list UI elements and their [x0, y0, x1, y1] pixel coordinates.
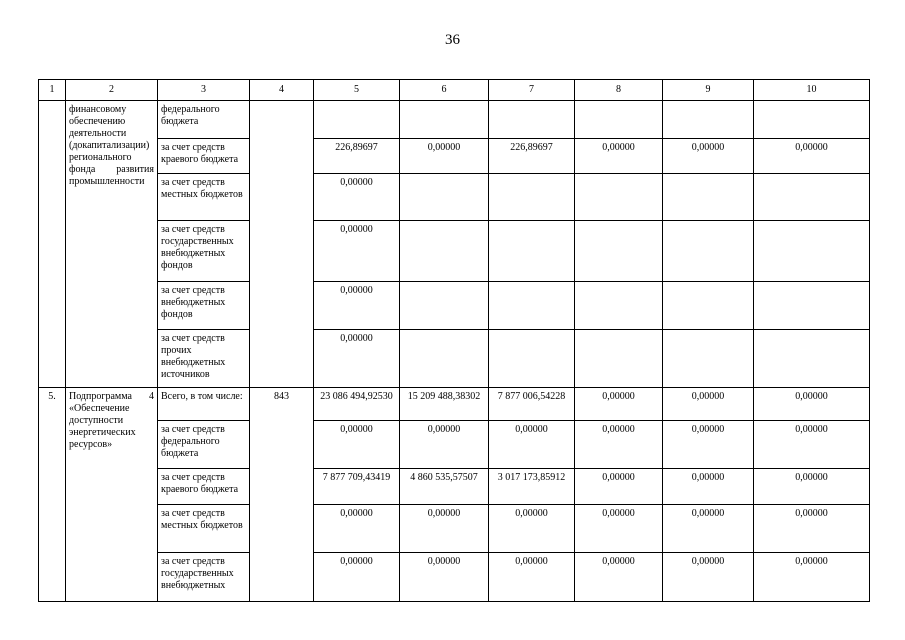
budget-table: [38, 79, 870, 602]
value-cell: 0,00000: [663, 553, 754, 602]
value-cell: 0,00000: [663, 388, 754, 421]
table-row: [39, 469, 870, 505]
item-number-cell: [39, 101, 66, 388]
header-cell: 9: [663, 80, 754, 101]
value-cell: 0,00000: [575, 505, 663, 553]
page-number: 36: [445, 32, 460, 48]
value-cell: 0,00000: [754, 553, 870, 602]
funding-source-cell: за счет средств федерального бюджета: [158, 421, 250, 469]
value-cell: [489, 174, 575, 221]
value-cell: [663, 221, 754, 282]
value-cell: [400, 330, 489, 388]
value-cell: 0,00000: [575, 469, 663, 505]
value-cell: 0,00000: [575, 388, 663, 421]
value-cell: 3 017 173,85912: [489, 469, 575, 505]
value-cell: 0,00000: [314, 221, 400, 282]
value-cell: [314, 101, 400, 139]
table-row: [39, 139, 870, 174]
value-cell: 226,89697: [314, 139, 400, 174]
value-cell: 0,00000: [314, 421, 400, 469]
funding-source-cell: за счет средств краевого бюджета: [158, 469, 250, 505]
value-cell: 0,00000: [754, 505, 870, 553]
value-cell: [754, 174, 870, 221]
table-row: [39, 221, 870, 282]
value-cell: 0,00000: [754, 139, 870, 174]
value-cell: 0,00000: [575, 421, 663, 469]
value-cell: [754, 282, 870, 330]
value-cell: 0,00000: [663, 421, 754, 469]
value-cell: [663, 174, 754, 221]
value-cell: 0,00000: [489, 553, 575, 602]
funding-source-cell: федерального бюджета: [158, 101, 250, 139]
code-cell: 843: [250, 388, 314, 602]
value-cell: 0,00000: [575, 139, 663, 174]
header-cell: 6: [400, 80, 489, 101]
funding-source-cell: за счет средств государственных внебюджетных: [158, 553, 250, 602]
value-cell: 0,00000: [314, 553, 400, 602]
value-cell: 0,00000: [400, 139, 489, 174]
value-cell: 15 209 488,38302: [400, 388, 489, 421]
value-cell: [754, 330, 870, 388]
header-cell: 5: [314, 80, 400, 101]
value-cell: 0,00000: [400, 421, 489, 469]
value-cell: 0,00000: [489, 505, 575, 553]
header-cell: 10: [754, 80, 870, 101]
header-cell: 8: [575, 80, 663, 101]
value-cell: 0,00000: [754, 421, 870, 469]
funding-source-cell: за счет средств прочих внебюджетных источников: [158, 330, 250, 388]
value-cell: 0,00000: [314, 505, 400, 553]
value-cell: 7 877 006,54228: [489, 388, 575, 421]
value-cell: 0,00000: [575, 553, 663, 602]
value-cell: [663, 330, 754, 388]
value-cell: [663, 282, 754, 330]
value-cell: 0,00000: [314, 330, 400, 388]
value-cell: [400, 282, 489, 330]
value-cell: 0,00000: [663, 469, 754, 505]
value-cell: [400, 101, 489, 139]
code-cell: [250, 101, 314, 388]
value-cell: 0,00000: [754, 469, 870, 505]
table-row: [39, 330, 870, 388]
header-cell: 1: [39, 80, 66, 101]
table-row: [39, 421, 870, 469]
value-cell: 0,00000: [489, 421, 575, 469]
item-number-cell: 5.: [39, 388, 66, 602]
value-cell: [754, 101, 870, 139]
value-cell: 0,00000: [314, 174, 400, 221]
value-cell: [575, 174, 663, 221]
value-cell: 0,00000: [400, 505, 489, 553]
value-cell: 0,00000: [754, 388, 870, 421]
value-cell: [575, 101, 663, 139]
value-cell: 0,00000: [400, 553, 489, 602]
value-cell: 23 086 494,92530: [314, 388, 400, 421]
funding-source-cell: за счет средств внебюджетных фондов: [158, 282, 250, 330]
value-cell: [400, 221, 489, 282]
funding-source-cell: за счет средств государственных внебюджетных фондов: [158, 221, 250, 282]
header-cell: 2: [66, 80, 158, 101]
header-cell: 7: [489, 80, 575, 101]
funding-source-cell: за счет средств местных бюджетов: [158, 174, 250, 221]
table-row: [39, 388, 870, 421]
value-cell: [663, 101, 754, 139]
value-cell: 7 877 709,43419: [314, 469, 400, 505]
value-cell: [575, 330, 663, 388]
value-cell: [754, 221, 870, 282]
table-row: [39, 505, 870, 553]
value-cell: 0,00000: [314, 282, 400, 330]
table-row: [39, 174, 870, 221]
value-cell: [489, 330, 575, 388]
table-row: [39, 553, 870, 602]
value-cell: [575, 221, 663, 282]
value-cell: [400, 174, 489, 221]
funding-source-cell: за счет средств краевого бюджета: [158, 139, 250, 174]
value-cell: 226,89697: [489, 139, 575, 174]
table-row: [39, 101, 870, 139]
value-cell: [489, 282, 575, 330]
funding-source-cell: Всего, в том числе:: [158, 388, 250, 421]
value-cell: [489, 221, 575, 282]
value-cell: 4 860 535,57507: [400, 469, 489, 505]
funding-source-cell: за счет средств местных бюджетов: [158, 505, 250, 553]
value-cell: [489, 101, 575, 139]
value-cell: 0,00000: [663, 139, 754, 174]
item-title-cell: Подпрограмма 4 «Обеспечение доступности энергетических ресурсов»: [66, 388, 158, 602]
table-row: [39, 282, 870, 330]
value-cell: 0,00000: [663, 505, 754, 553]
header-cell: 3: [158, 80, 250, 101]
item-title-cell: финансовому обеспечению деятельности (докапитализации) регионального фонда развития промышленности: [66, 101, 158, 388]
header-row: [39, 80, 870, 101]
value-cell: [575, 282, 663, 330]
header-cell: 4: [250, 80, 314, 101]
